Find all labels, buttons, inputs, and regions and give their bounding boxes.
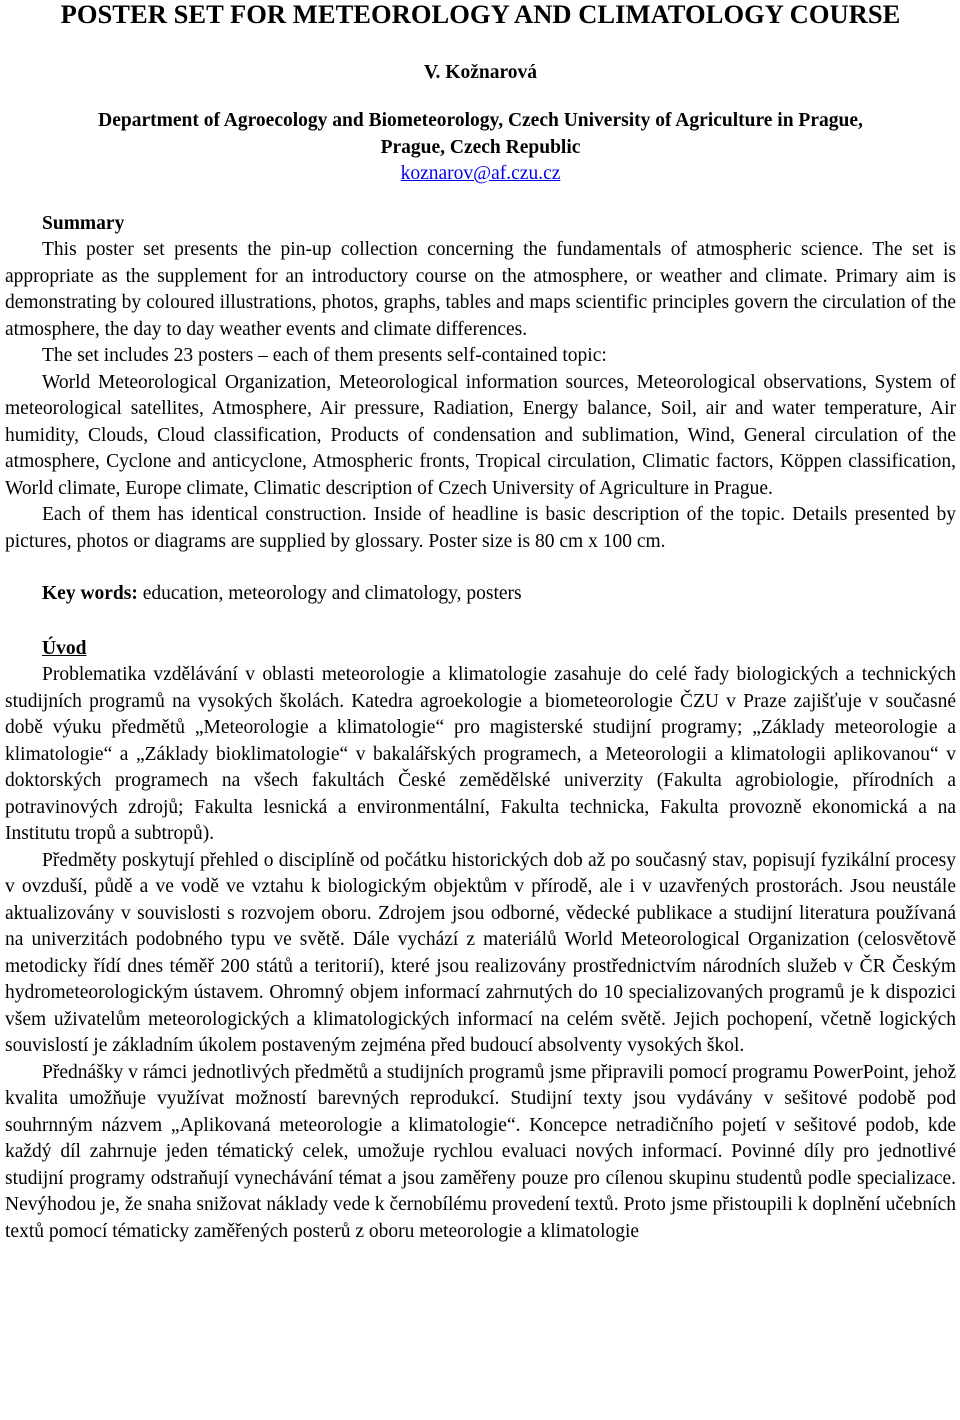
affiliation-line-1: Department of Agroecology and Biometeorology, Czech University of Agriculture in Prague, <box>98 110 863 131</box>
author-email-link[interactable]: koznarov@af.czu.cz <box>400 163 561 184</box>
summary-paragraph-2: The set includes 23 posters – each of them presents self-contained topic: <box>42 345 607 366</box>
uvod-heading: Úvod <box>42 637 87 659</box>
keywords-line <box>42 581 956 608</box>
paper-title: POSTER SET FOR METEOROLOGY AND CLIMATOLOGY COURSE <box>60 0 901 29</box>
author-name: V. Kožnarová <box>423 62 538 83</box>
summary-heading: Summary <box>42 212 125 234</box>
uvod-paragraph-1: Problematika vzdělávání v oblasti meteorologie a klimatologie zasahuje do celé řady biologických a technických studijních programů na vysokých školách. Katedra agroekologie a biometeorologie ČZU v Praze zajišťuje v současné době výuku předmětů „Meteorologie a klimatologie“ pro magisterské studijní programy; „Základy meteorologie a klimatologie“ a „Základy bioklimatologie“ v bakalářských programech, a Meteorologii a klimatologii aplikovanou“ v doktorských programech na všech fakultách České zemědělské univerzity (Fakulta agrobiologie, přírodních a potravinových zdrojů; Fakulta lesnická a environmentální, Fakulta technicka, Fakulta provozně ekonomická a na Institutu tropů a subtropů). <box>5 664 956 844</box>
uvod-paragraph-2: Předměty poskytují přehled o disciplíně od počátku historických dob až po současný stav, popisují fyzikální procesy v ovzduší, půdě a ve vodě ve vztahu k biologickým objektům v přírodě, ale i v uzavřených prostorách. Jsou neustále aktualizovány v souvislosti s rozvojem oboru. Zdrojem jsou odborné, vědecké publikace a studijní literatura používaná na univerzitách podobného typu ve světě. Dále vychází z materiálů World Meteorological Organization (celosvětově metodicky řídí dnes téměř 200 států a teritorií), které jsou realizovány prostřednictvím národních služeb v ČR Českým hydrometeorologickým ústavem. Ohromný objem informací zahrnutých do 10 specializovaných programů je k dispozici všem uživatelům meteorologických a klimatologických informací na celém světě. Jejich pochopení, včetně logických souvislostí je základním úkolem postaveným zejména před budoucí absolventy vysokých škol. <box>5 849 956 1056</box>
keywords-label: Key words: <box>42 583 138 604</box>
keywords-text: education, meteorology and climatology, posters <box>137 583 522 604</box>
summary-paragraph-4: Each of them has identical construction. Inside of headline is basic description of the topic. Details presented by pictures, photos or diagrams are supplied by glossary. Poster size is 80 cm x 100 cm. <box>5 504 956 552</box>
summary-paragraph-3: World Meteorological Organization, Meteorological information sources, Meteorological observations, System of meteorological satellites, Atmosphere, Air pressure, Radiation, Energy balance, Soil, air and water temperature, Air humidity, Clouds, Cloud classification, Products of condensation and sublimation, Wind, General circulation of the atmosphere, Cyclone and anticyclone, Atmospheric fronts, Tropical circulation, Climatic factors, Köppen classification, World climate, Europe climate, Climatic description of Czech University of Agriculture in Prague. <box>5 371 956 499</box>
summary-paragraph-1: This poster set presents the pin-up collection concerning the fundamentals of atmospheric science. The set is appropriate as the supplement for an introductory course on the atmosphere, or weather and climate. Primary aim is demonstrating by coloured illustrations, photos, graphs, tables and maps scientific principles govern the circulation of the atmosphere, the day to day weather events and climate differences. <box>5 239 956 340</box>
uvod-paragraph-3: Přednášky v rámci jednotlivých předmětů a studijních programů jsme připravili pomocí programu PowerPoint, jehož kvalita umožňuje využívat možností barevných reprodukcí. Studijní texty jsou vydávány v sešitové podobě pod souhrnným názvem „Aplikovaná meteorologie a klimatologie“. Koncepce netradičního pojetí v sešitové podob, kde každý díl zahrnuje jeden tématický celek, umožuje rychlou evaluaci nových informací. Povinné díly pro jednotlivé studijní programy odstraňují vynechávání témat a jsou zaměřeny pouze pro cílenou skupinu studentů podle specializace. Nevýhodou je, že snaha snižovat náklady vede k černobílému provedení textů. Proto jsme přistoupili k doplnění učebních textů pomocí tématicky zaměřených posterů z oboru meteorologie a klimatologie <box>5 1061 956 1242</box>
affiliation-line-2: Prague, Czech Republic <box>380 136 581 158</box>
affiliation-block <box>5 108 956 161</box>
